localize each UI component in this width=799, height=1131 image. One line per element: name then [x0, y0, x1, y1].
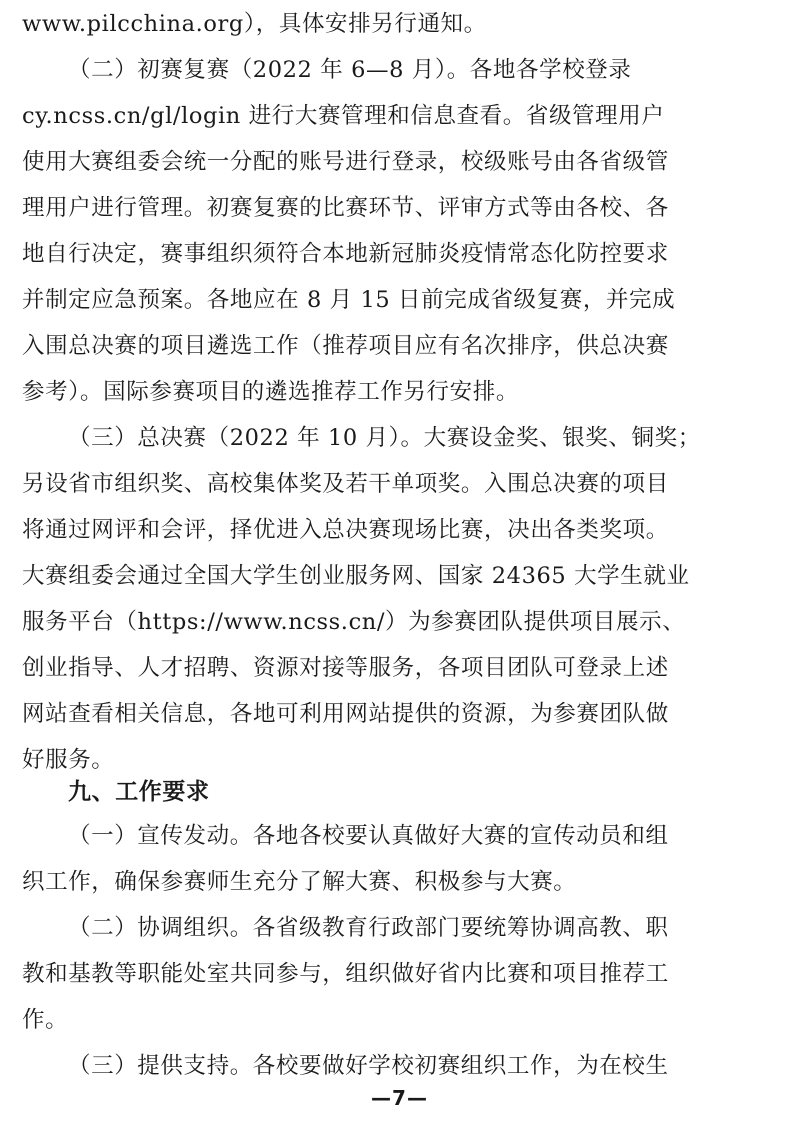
section-heading: 九、工作要求 [68, 779, 210, 805]
requirement-2-start: （二）协调组织。各省级教育行政部门要统筹协调高教、职 [68, 915, 669, 941]
text-line: 织工作，确保参赛师生充分了解大赛、积极参与大赛。 [22, 869, 577, 895]
requirement-3-start: （三）提供支持。各校要做好学校初赛组织工作，为在校生 [68, 1053, 669, 1079]
text-line: 将通过网评和会评，择优进入总决赛现场比赛，决出各类奖项。 [22, 517, 669, 543]
text-line: 网站查看相关信息，各地可利用网站提供的资源，为参赛团队做 [22, 701, 669, 727]
text-line: 大赛组委会通过全国大学生创业服务网、国家 24365 大学生就业 [22, 563, 690, 589]
section-2-paragraph-start: （二）初赛复赛（2022 年 6—8 月）。各地各学校登录 [68, 57, 632, 83]
text-line: 另设省市组织奖、高校集体奖及若干单项奖。入围总决赛的项目 [22, 471, 669, 497]
text-line: 好服务。 [22, 747, 115, 773]
text-line: 作。 [22, 1007, 69, 1033]
text-line: 并制定应急预案。各地应在 8 月 15 日前完成省级复赛，并完成 [22, 287, 676, 313]
text-line: 理用户进行管理。初赛复赛的比赛环节、评审方式等由各校、各 [22, 195, 669, 221]
text-line: 参考）。国际参赛项目的遴选推荐工作另行安排。 [22, 379, 519, 405]
section-3-paragraph-start: （三）总决赛（2022 年 10 月）。大赛设金奖、银奖、铜奖； [68, 425, 701, 451]
text-line: 地自行决定，赛事组织须符合本地新冠肺炎疫情常态化防控要求 [22, 241, 669, 267]
text-line: 使用大赛组委会统一分配的账号进行登录，校级账号由各省级管 [22, 149, 669, 175]
text-line: 教和基教等职能处室共同参与，组织做好省内比赛和项目推荐工 [22, 961, 669, 987]
requirement-1-start: （一）宣传发动。各地各校要认真做好大赛的宣传动员和组 [68, 823, 669, 849]
text-line: 入围总决赛的项目遴选工作（推荐项目应有名次排序，供总决赛 [22, 333, 669, 359]
text-line: www.pilcchina.org），具体安排另行通知。 [22, 11, 487, 37]
text-line: cy.ncss.cn/gl/login 进行大赛管理和信息查看。省级管理用户 [22, 103, 665, 129]
text-line: 创业指导、人才招聘、资源对接等服务，各项目团队可登录上述 [22, 655, 669, 681]
page-number: —7— [371, 1086, 428, 1110]
text-line: 服务平台（https://www.ncss.cn/）为参赛团队提供项目展示、 [22, 609, 686, 635]
